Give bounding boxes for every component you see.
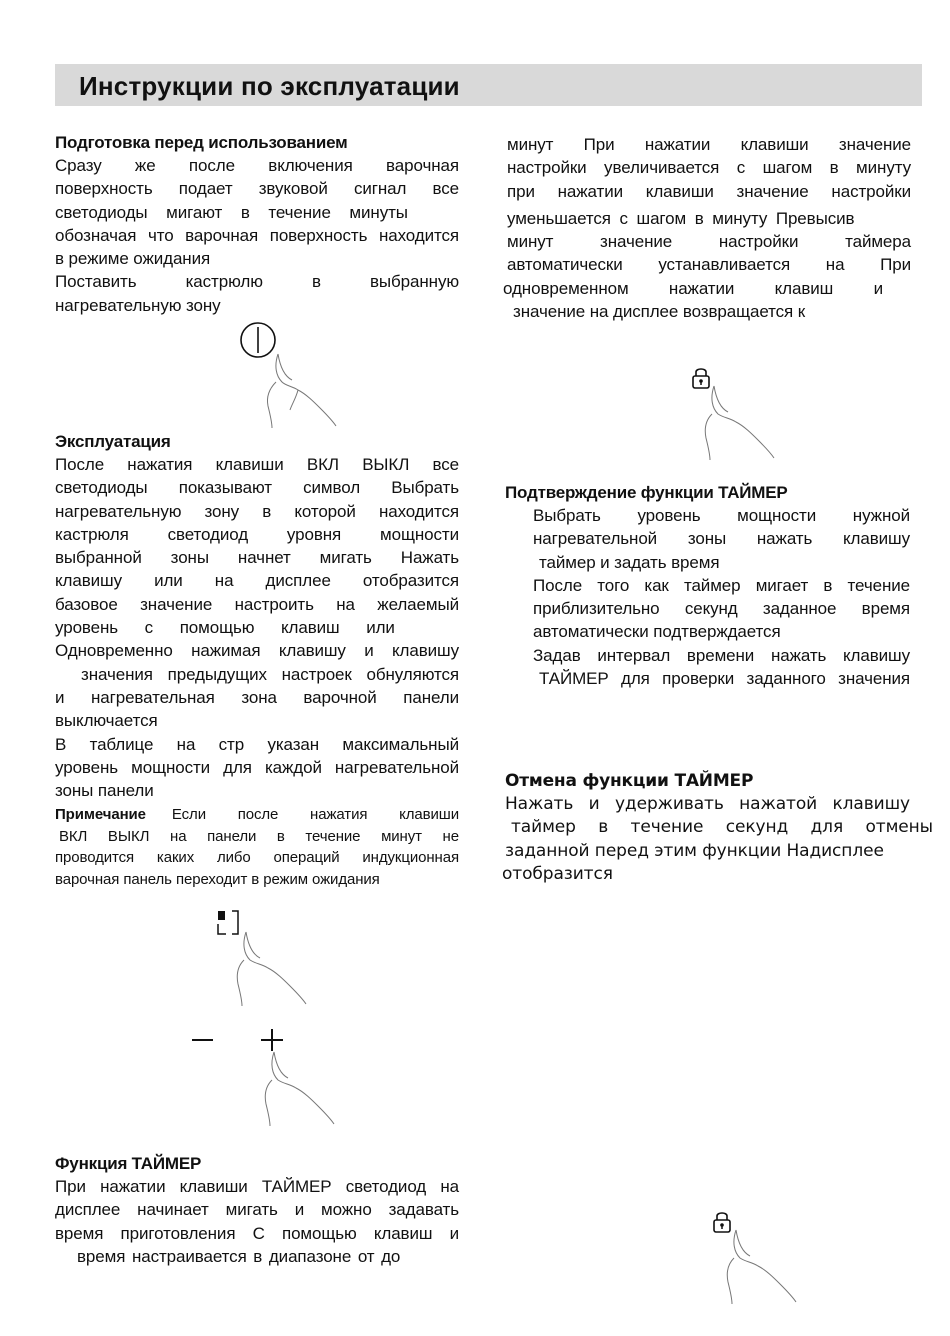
text-line: выключается [55, 711, 158, 731]
text-line: В таблице на стр указан максимальный [55, 734, 459, 754]
pointing-hand-icon [726, 1228, 798, 1306]
section-heading-preparation: Подготовка перед использованием [55, 133, 348, 152]
text-line: обозначая что варочная поверхность находится [55, 225, 459, 245]
text-line: светодиоды мигают в течение минуты [55, 202, 408, 222]
pointing-hand-icon [236, 930, 308, 1008]
preparation-text [55, 154, 459, 317]
text-line: автоматически подтверждается [533, 622, 781, 642]
pointing-hand-icon [262, 352, 338, 430]
text-line: уровень мощности для каждой нагревательной [55, 757, 459, 777]
text-line: кастрюля светодиод уровня мощности [55, 524, 459, 544]
text-line: время настраивается в диапазоне от до [77, 1246, 401, 1266]
text-line: отобразится [502, 863, 613, 884]
text-line: одновременном нажатии клавиш и [503, 278, 883, 298]
text-line: приблизительно секунд заданное время [533, 599, 910, 619]
text-line: дисплее начинает мигать и можно задавать [55, 1200, 459, 1220]
pointing-hand-icon [704, 384, 776, 462]
usage-text [55, 453, 459, 802]
text-line: в режиме ожидания [55, 249, 211, 269]
left-column-timer [55, 1152, 459, 1268]
text-line: клавишу или на дисплее отобразится [55, 571, 459, 591]
text-line: поверхность подает звуковой сигнал все [55, 179, 459, 199]
text-line: При нажатии клавиши ТАЙМЕР светодиод на [55, 1177, 459, 1196]
text-line: таймер и задать время [539, 552, 720, 572]
note-line: ВКЛ ВЫКЛ на панели в течение минут не [59, 827, 459, 845]
text-line: минут значение настройки таймера [507, 232, 911, 252]
text-line: время приготовления С помощью клавиш и [55, 1223, 459, 1243]
text-line: уменьшается с шагом в минуту Превысив [507, 208, 855, 228]
text-line: и нагревательная зона варочной панели [55, 687, 459, 707]
text-line: Нажать и удерживать нажатой клавишу [505, 794, 910, 814]
text-line: ТАЙМЕР для проверки заданного значения [539, 669, 910, 689]
text-line: нагревательную зону [55, 295, 221, 315]
text-line: уровень с помощью клавиш или [55, 618, 395, 638]
cancel-text [502, 793, 933, 886]
right-column-confirm [505, 481, 910, 690]
section-heading-timer-confirm: Подтверждение функции ТАЙМЕР [505, 483, 788, 502]
text-line: После того как таймер мигает в течение [533, 575, 910, 595]
section-heading-timer: Функция ТАЙМЕР [55, 1154, 202, 1173]
text-line: таймер в течение секунд для отмены [511, 817, 933, 838]
text-line: при нажатии клавиши значение настройки [507, 181, 911, 201]
usage-note [55, 804, 459, 890]
text-line: Задав интервал времени нажать клавишу [533, 645, 910, 665]
text-line: значения предыдущих настроек обнуляются [81, 664, 459, 684]
text-line: зоны панели [55, 781, 154, 801]
section-heading-timer-cancel: Отмена функции ТАЙМЕР [505, 771, 754, 791]
text-line: Поставить кастрюлю в выбранную [55, 272, 459, 292]
text-line: светодиоды показывают символ Выбрать [55, 478, 459, 498]
note-line [55, 804, 459, 826]
left-column-usage [55, 430, 459, 890]
right-column-cancel [502, 770, 933, 886]
text-line: автоматически устанавливается на При [507, 255, 911, 275]
confirm-text [505, 504, 910, 690]
right-column-continuation [503, 133, 911, 323]
text-line: Выбрать уровень мощности нужной [533, 506, 910, 525]
header-banner [55, 64, 922, 106]
text-line: минут При нажатии клавиши значение [507, 135, 911, 154]
left-column [55, 131, 459, 317]
text-line: заданной перед этим функции Надисплее [505, 840, 884, 861]
note-label: Примечание [55, 806, 146, 824]
pointing-hand-icon [264, 1050, 336, 1128]
page-title: Инструкции по эксплуатации [79, 71, 460, 101]
text-line: базовое значение настроить на желаемый [55, 594, 459, 614]
note-line: проводится каких либо операций индукционная [55, 849, 459, 867]
timer-text [55, 1175, 459, 1268]
note-line: варочная панель переходит в режим ожидания [55, 870, 380, 888]
text-line: Одновременно нажимая клавишу и клавишу [55, 641, 459, 661]
section-heading-usage: Эксплуатация [55, 432, 171, 451]
text-line: После нажатия клавиши ВКЛ ВЫКЛ все [55, 455, 459, 474]
text-line: Сразу же после включения варочная [55, 156, 459, 175]
text-line: выбранной зоны начнет мигать Нажать [55, 548, 459, 568]
text-line: значение на дисплее возвращается к [513, 302, 806, 322]
text-line: настройки увеличивается с шагом в минуту [507, 158, 911, 178]
note-text: Если после нажатия клавиши [171, 806, 459, 824]
text-line: нагревательной зоны нажать клавишу [533, 529, 910, 549]
minus-icon [190, 1028, 216, 1052]
text-line: нагревательную зону в которой находится [55, 501, 459, 521]
